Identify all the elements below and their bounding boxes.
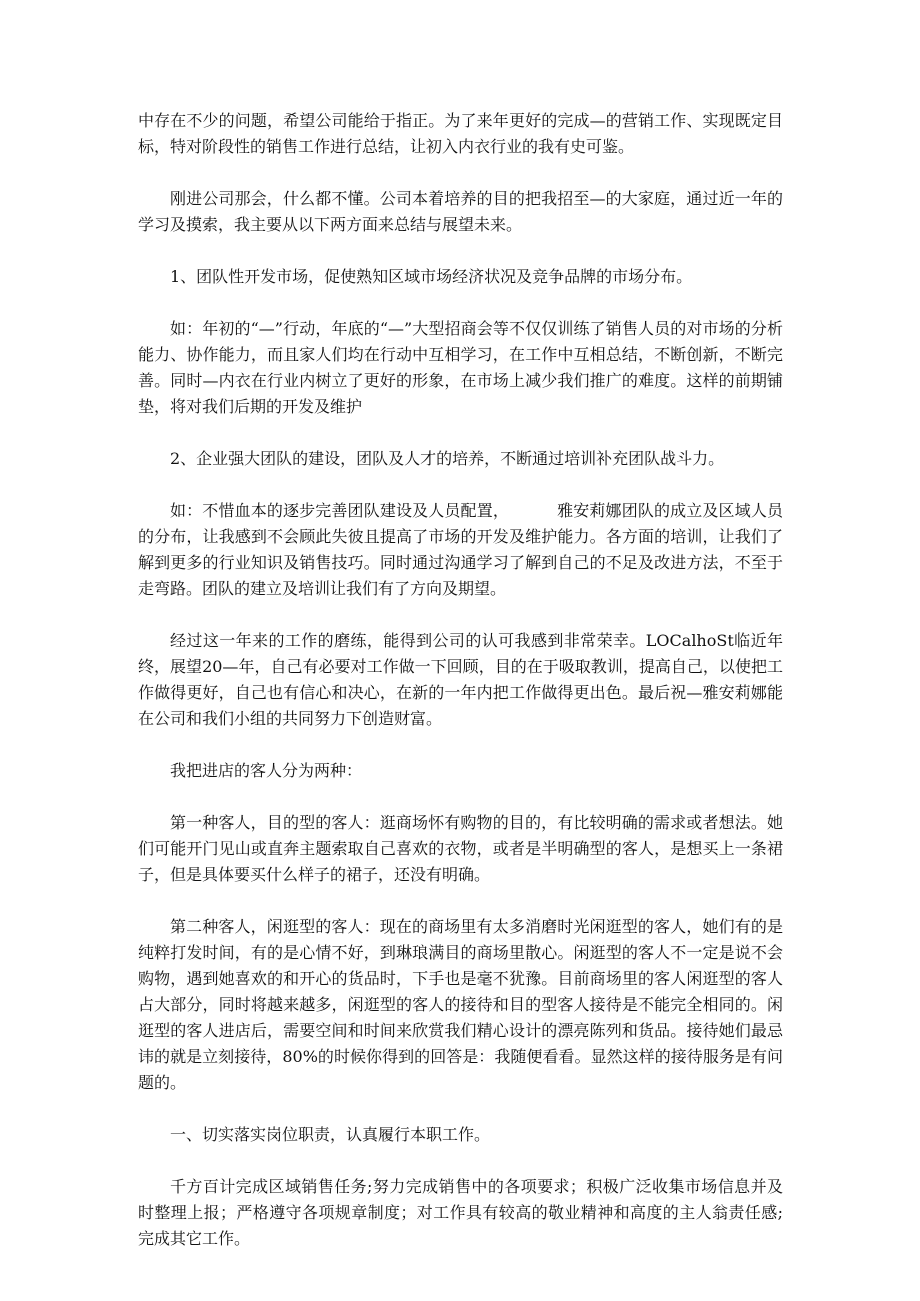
paragraph-4: 如：年初的“—”行动，年底的“—”大型招商会等不仅仅训练了销售人员的对市场的分析能力、协作能力，而且家人们均在行动中互相学习，在工作中互相总结，不断创新，不断完善。同时—内衣在行业内树立了更好的形象，在市场上减少我们推广的难度。这样的前期铺垫，将对我们后期的开发及维护 [138, 319, 783, 416]
paragraph-12: 千方百计完成区域销售任务;努力完成销售中的各项要求；积极广泛收集市场信息并及时整理上报；严格遵守各项规章制度；对工作具有较高的敬业精神和高度的主人翁责任感;完成其它工作。 [138, 1177, 783, 1248]
paragraph-1: 中存在不少的问题，希望公司能给于指正。为了来年更好的完成—的营销工作、实现既定目标，特对阶段性的销售工作进行总结，让初入内衣行业的我有史可鉴。 [138, 111, 783, 156]
paragraph-5: 2、企业强大团队的建设，团队及人才的培养，不断通过培训补充团队战斗力。 [170, 449, 725, 468]
paragraph-8: 我把进店的客人分为两种： [170, 761, 363, 780]
paragraph-6 [138, 498, 783, 602]
paragraph-3: 1、团队性开发市场，促使熟知区域市场经济状况及竞争品牌的市场分布。 [170, 267, 693, 286]
paragraph-6-part-2: 雅安莉娜团队的成立及区域人员的分布，让我感到不会顾此失彼且提高了市场的开发及维护能力。各方面的培训，让我们了解到更多的行业知识及销售技巧。同时通过沟通学习了解到自己的不足及改进方法，不至于走弯路。团队的建立及培训让我们有了方向及期望。 [138, 501, 783, 598]
paragraph-2: 刚进公司那会，什么都不懂。公司本着培养的目的把我招至—的大家庭，通过近一年的学习及摸索，我主要从以下两方面来总结与展望未来。 [138, 189, 783, 234]
paragraph-11: 一、切实落实岗位职责，认真履行本职工作。 [170, 1125, 491, 1144]
paragraph-7: 经过这一年来的工作的磨练，能得到公司的认可我感到非常荣幸。LOCalhoSt临近年终，展望20—年，自己有必要对工作做一下回顾，目的在于吸取教训，提高自己，以使把工作做得更好，自己也有信心和决心，在新的一年内把工作做得更出色。最后祝—雅安莉娜能在公司和我们小组的共同努力下创造财富。 [138, 631, 783, 728]
paragraph-10: 第二种客人，闲逛型的客人：现在的商场里有太多消磨时光闲逛型的客人，她们有的是纯粹打发时间，有的是心情不好，到琳琅满目的商场里散心。闲逛型的客人不一定是说不会购物，遇到她喜欢的和开心的货品时，下手也是毫不犹豫。目前商场里的客人闲逛型的客人占大部分，同时将越来越多，闲逛型的客人的接待和目的型客人接待是不能完全相同的。闲逛型的客人进店后，需要空间和时间来欣赏我们精心设计的漂亮陈列和货品。接待她们最忌讳的就是立刻接待，80%的时候你得到的回答是：我随便看看。显然这样的接待服务是有问题的。 [138, 917, 783, 1092]
paragraph-6-part-1: 如：不惜血本的逐步完善团队建设及人员配置， [170, 501, 509, 520]
document-body [138, 108, 783, 1278]
paragraph-9: 第一种客人，目的型的客人：逛商场怀有购物的目的，有比较明确的需求或者想法。她们可能开门见山或直奔主题索取自己喜欢的衣物，或者是半明确型的客人，是想买上一条裙子，但是具体要买什么样子的裙子，还没有明确。 [138, 813, 783, 884]
